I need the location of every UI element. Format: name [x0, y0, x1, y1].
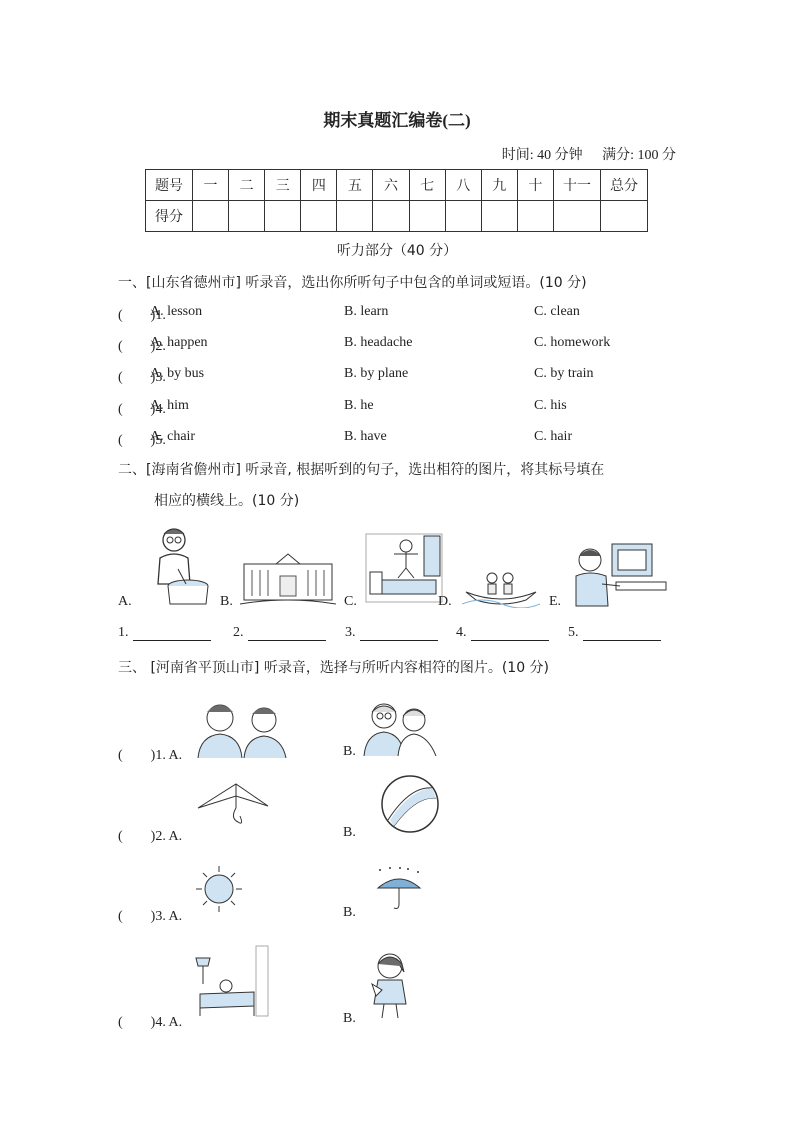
blank-number: 1. [118, 625, 129, 640]
score-input-cell[interactable] [554, 201, 601, 232]
score-cell-header: 七 [409, 170, 445, 201]
time-limit: 时间: 40 分钟 [501, 148, 583, 163]
boy-at-computer-icon [572, 542, 668, 608]
blank-number: 4. [456, 625, 467, 640]
q1-item-1 [118, 304, 718, 324]
q3-item-1-number[interactable]: ( )1. A. [118, 748, 183, 763]
option-a: A. him [150, 398, 189, 413]
option-c: C. his [534, 398, 567, 413]
question-3-heading: 三、 [河南省平顶山市] 听录音，选择与所听内容相符的图片。(10 分) [118, 660, 550, 676]
option-c: C. homework [534, 335, 611, 350]
q3-item-4-number[interactable]: ( )4. A. [118, 1015, 183, 1030]
score-input-cell[interactable] [229, 201, 265, 232]
answer-blank-3[interactable] [345, 625, 438, 641]
q3-item-1-option-b: B. [343, 744, 356, 759]
score-cell-header: 四 [301, 170, 337, 201]
child-jumping-on-bed-icon [364, 532, 444, 604]
question-2-heading-line-1: 二、[海南省儋州市] 听录音, 根据听到的句子，选出相符的图片，将其标号填在 [118, 462, 605, 478]
q3-item-4-option-b: B. [343, 1011, 356, 1026]
sun-icon [194, 864, 244, 914]
score-input-cell[interactable] [445, 201, 481, 232]
two-young-men-icon [196, 698, 288, 758]
score-input-cell[interactable] [337, 201, 373, 232]
score-input-cell[interactable] [481, 201, 517, 232]
score-cell-header: 十一 [554, 170, 601, 201]
answer-bracket[interactable]: ( )4. [118, 402, 166, 417]
option-c: C. clean [534, 304, 580, 319]
boy-washing-clothes-icon [148, 524, 210, 606]
boat-on-water-icon [462, 566, 540, 608]
score-cell-header: 一 [193, 170, 229, 201]
option-a: A. happen [150, 335, 208, 350]
kite-icon [196, 782, 270, 828]
score-cell-header: 九 [481, 170, 517, 201]
picture-label-d: D. [438, 594, 452, 609]
ball-icon [380, 774, 440, 834]
q1-item-5 [118, 429, 718, 449]
q1-item-3 [118, 366, 718, 386]
answer-blank-4[interactable] [456, 625, 549, 641]
option-a: A. lesson [150, 304, 203, 319]
answer-blank-5[interactable] [568, 625, 661, 641]
option-b: B. headache [344, 335, 413, 350]
answer-bracket[interactable]: ( )2. [118, 339, 166, 354]
listening-section-header: 听力部分（40 分） [336, 243, 458, 259]
score-cell-header: 五 [337, 170, 373, 201]
q3-item-2-option-b: B. [343, 825, 356, 840]
answer-blank-2[interactable] [233, 625, 326, 641]
blank-number: 2. [233, 625, 244, 640]
q3-item-3-number[interactable]: ( )3. A. [118, 909, 183, 924]
option-b: B. learn [344, 304, 389, 319]
picture-label-e: E. [549, 594, 562, 609]
question-2-heading-line-2: 相应的横线上。(10 分) [154, 493, 300, 509]
q3-item-3-option-b: B. [343, 905, 356, 920]
blank-number: 3. [345, 625, 356, 640]
score-table-header-row [146, 170, 648, 201]
score-input-cell[interactable] [601, 201, 648, 232]
palace-building-icon [240, 550, 336, 606]
blank-number: 5. [568, 625, 579, 640]
question-1-heading: 一、[山东省德州市] 听录音，选出你所听句子中包含的单词或短语。(10 分) [118, 275, 587, 291]
score-input-cell[interactable] [301, 201, 337, 232]
option-b: B. by plane [344, 366, 409, 381]
score-cell-header: 六 [373, 170, 409, 201]
score-cell-header: 二 [229, 170, 265, 201]
answer-bracket[interactable]: ( )5. [118, 433, 166, 448]
q1-item-2 [118, 335, 718, 355]
q1-item-4 [118, 398, 718, 418]
score-table-score-row [146, 201, 648, 232]
sick-child-in-bed-icon [192, 944, 272, 1020]
page-title: 期末真题汇编卷(二) [323, 111, 471, 130]
option-c: C. by train [534, 366, 594, 381]
score-row-label: 得分 [146, 201, 193, 232]
picture-label-a: A. [118, 594, 132, 609]
score-cell-header: 总分 [601, 170, 648, 201]
option-b: B. he [344, 398, 374, 413]
score-table [145, 169, 648, 232]
score-input-cell[interactable] [517, 201, 553, 232]
score-input-cell[interactable] [193, 201, 229, 232]
picture-label-b: B. [220, 594, 233, 609]
option-c: C. hair [534, 429, 573, 444]
answer-bracket[interactable]: ( )3. [118, 370, 166, 385]
score-input-cell[interactable] [409, 201, 445, 232]
picture-label-c: C. [344, 594, 357, 609]
option-a: A. chair [150, 429, 196, 444]
score-cell-header: 三 [265, 170, 301, 201]
score-cell-header: 题号 [146, 170, 193, 201]
q3-item-2-number[interactable]: ( )2. A. [118, 829, 183, 844]
score-cell-header: 十 [517, 170, 553, 201]
score-input-cell[interactable] [373, 201, 409, 232]
score-input-cell[interactable] [265, 201, 301, 232]
answer-bracket[interactable]: ( )1. [118, 308, 166, 323]
option-b: B. have [344, 429, 387, 444]
full-score: 满分: 100 分 [602, 148, 676, 163]
girl-with-tissue-icon [364, 950, 418, 1022]
exam-info [486, 144, 676, 164]
umbrella-rain-icon [374, 866, 424, 912]
option-a: A. by bus [150, 366, 205, 381]
grandparents-icon [362, 698, 438, 756]
score-cell-header: 八 [445, 170, 481, 201]
answer-blank-1[interactable] [118, 625, 211, 641]
